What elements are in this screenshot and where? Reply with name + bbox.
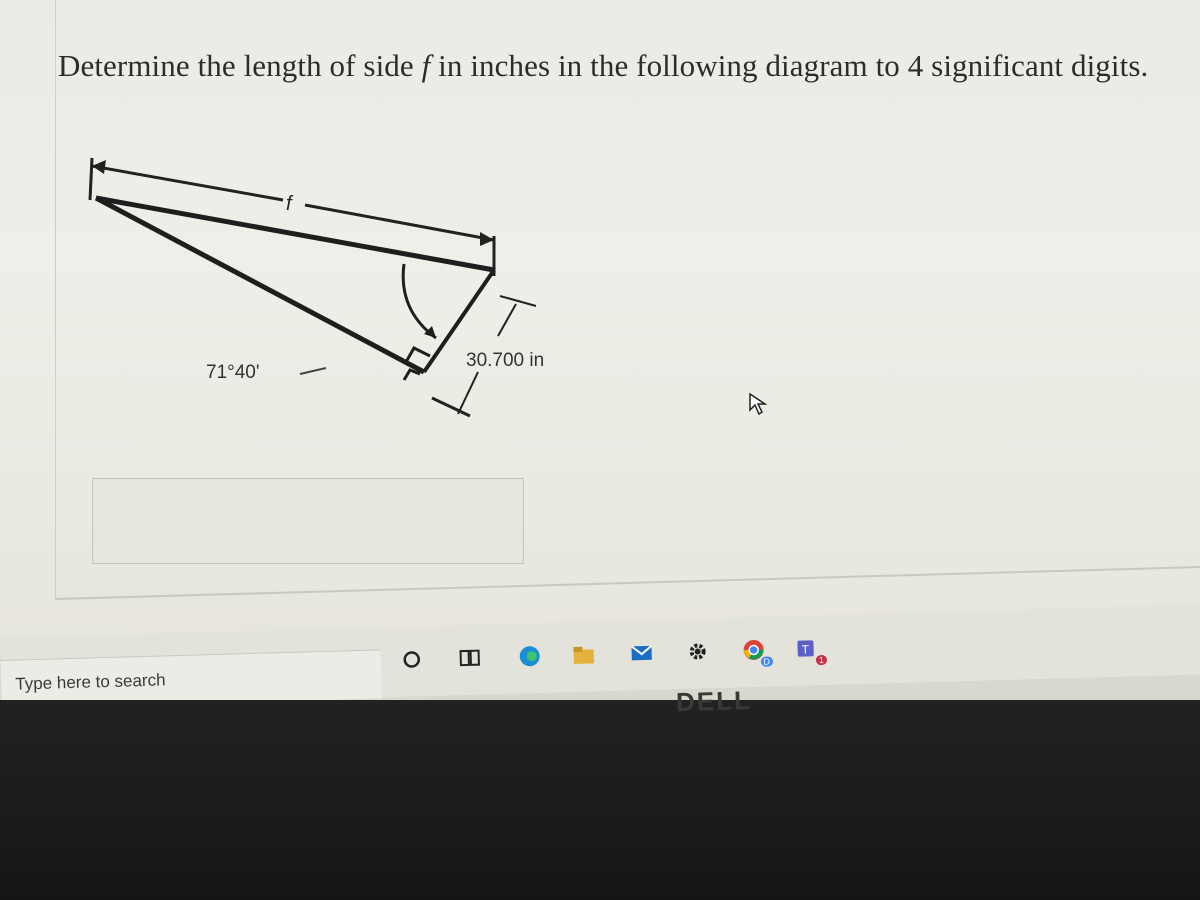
taskbar-search-box[interactable] xyxy=(1,649,382,700)
search-placeholder: Type here to search xyxy=(15,670,166,694)
angle-label: 71°40' xyxy=(206,362,260,383)
triangle-hypotenuse xyxy=(96,198,494,270)
file-explorer-icon[interactable] xyxy=(570,641,597,668)
dimension-tick-left xyxy=(90,158,92,200)
length-label: 30.700 in xyxy=(466,350,545,371)
length-dimension-lower xyxy=(458,372,478,414)
laptop-bezel xyxy=(0,700,1200,900)
svg-text:T: T xyxy=(801,642,810,657)
right-angle-mark-inner xyxy=(404,370,420,380)
question-text-after: in inches in the following diagram to 4 significant digits. xyxy=(430,48,1149,83)
question-text-before: Determine the length of side xyxy=(58,48,422,83)
dimension-arrow-left xyxy=(92,160,106,174)
dimension-line-f-right xyxy=(305,205,494,240)
answer-input[interactable] xyxy=(92,478,524,564)
mouse-pointer-icon xyxy=(748,392,768,421)
question-variable: f xyxy=(421,48,431,83)
cortana-icon[interactable] xyxy=(398,646,425,673)
edge-icon[interactable] xyxy=(516,643,543,670)
teams-notification-badge: 1 xyxy=(816,655,827,665)
settings-gear-icon[interactable] xyxy=(684,638,711,665)
teams-icon[interactable] xyxy=(794,635,825,666)
right-angle-mark xyxy=(406,348,430,362)
chrome-profile-badge: D xyxy=(760,656,773,666)
dimension-line-f-left xyxy=(92,166,283,200)
chrome-icon[interactable] xyxy=(740,637,771,667)
dimension-arrow-right xyxy=(480,232,494,246)
dell-logo: DELL xyxy=(675,685,753,717)
side-f-label: f xyxy=(286,193,292,215)
mail-icon[interactable] xyxy=(628,640,655,667)
task-view-icon[interactable] xyxy=(456,645,483,672)
length-tick-upper xyxy=(500,296,536,306)
length-dimension-upper xyxy=(498,304,516,336)
angle-arc xyxy=(403,264,436,338)
triangle-lower-side xyxy=(96,198,424,372)
angle-leader xyxy=(300,368,326,374)
